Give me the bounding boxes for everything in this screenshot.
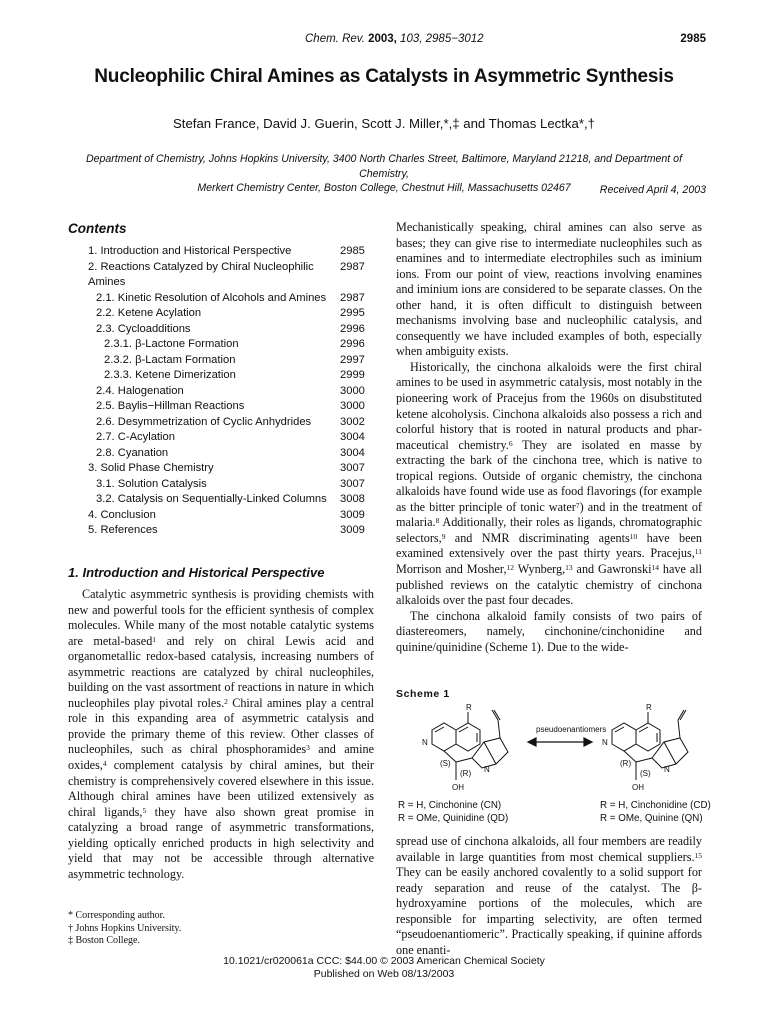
r-group-left: R bbox=[466, 703, 472, 712]
quinoline-n-left: N bbox=[422, 738, 428, 747]
section-heading: 1. Introduction and Historical Perspective bbox=[68, 565, 325, 580]
toc-entry bbox=[68, 353, 374, 369]
intro-paragraph: Catalytic asymmetric synthesis is providing chemists with new and powerful tools for the efficient synthesis of complex molecules. While many of the most notable catalytic systems are metal-based$^1$ and rely on chiral Lewis acid and organometallic redox-based catalysis, increasing numbers of asymmetric reactions are catalyzed by chiral nucleophiles, building on the vast assortment of reactions in nature in which nucleophiles play pivotal roles.$^2$ Chiral amines play a central role in this expanding area of asymmetric catalysis and provide the primary theme of this review. Other classes of nucleophiles, such as chiral phosphoramides$^3$ and amine oxides,$^4$ complement catalysis by chiral amines, but their chemistry is comprehensively covered elsewhere in this issue. Although chiral amines have been utilized extensively as chiral ligands,$^5$ they have also shown great promise in catalyzing a broad range of asymmetric transformations, yielding optically enriched products in high selectivity and yield that may not be accessible through alternative asymmetric technology. bbox=[68, 587, 374, 881]
table-of-contents bbox=[68, 244, 374, 539]
toc-entry-label: 3.2. Catalysis on Sequentially-Linked Columns bbox=[96, 493, 327, 505]
toc-entry bbox=[68, 523, 374, 539]
toc-entry-page: 3007 bbox=[340, 462, 365, 474]
toc-entry-label: 4. Conclusion bbox=[88, 508, 156, 521]
quinoline-n-right: N bbox=[602, 738, 608, 747]
stereo-r-right: (R) bbox=[620, 759, 632, 768]
toc-entry-label: 2.6. Desymmetrization of Cyclic Anhydrides bbox=[96, 415, 312, 428]
toc-entry-label: 2.2. Ketene Acylation bbox=[96, 307, 202, 319]
scheme-label: Scheme 1 bbox=[396, 688, 450, 700]
toc-entry-page: 3009 bbox=[340, 524, 365, 536]
toc-entry-label: 2.7. C-Acylation bbox=[96, 431, 175, 443]
toc-entry-label: 2.3.2. β-Lactam Formation bbox=[104, 353, 236, 366]
toc-entry-page: 3000 bbox=[340, 384, 365, 397]
toc-entry-label: 2.3. Cycloadditions bbox=[96, 322, 191, 335]
affiliations: Department of Chemistry, Johns Hopkins University, 3400 North Charles Street, Baltimore, Maryland 21218, and Department of Chemistry, Merkert Chemistry Center, Boston College, Chestnut Hill, Massachusetts 02467 bbox=[85, 153, 683, 194]
contents-heading: Contents bbox=[68, 221, 127, 236]
toc-entry-label: 2.1. Kinetic Resolution of Alcohols and Amines bbox=[96, 291, 327, 304]
toc-entry bbox=[68, 415, 374, 431]
toc-entry bbox=[68, 244, 374, 260]
toc-entry-page: 3004 bbox=[340, 431, 365, 443]
page-number: 2985 bbox=[680, 33, 706, 45]
toc-entry-page: 2995 bbox=[340, 307, 365, 319]
toc-entry bbox=[68, 368, 374, 384]
r-group-right: R bbox=[646, 703, 652, 712]
toc-entry bbox=[68, 337, 374, 353]
toc-entry bbox=[68, 260, 374, 291]
stereo-s-left: (S) bbox=[440, 759, 451, 768]
toc-entry-label: 3.1. Solution Catalysis bbox=[96, 477, 207, 490]
toc-entry-page: 3009 bbox=[340, 508, 365, 521]
toc-entry bbox=[68, 306, 374, 322]
toc-entry-page: 3002 bbox=[340, 415, 365, 428]
toc-entry bbox=[68, 461, 374, 477]
toc-entry-page: 2985 bbox=[340, 245, 365, 257]
toc-entry-page: 2999 bbox=[340, 369, 365, 381]
doi-footer: 10.1021/cr020061a CCC: $44.00 © 2003 American Chemical Society Published on Web 08/13/2003 bbox=[223, 955, 545, 980]
toc-entry-page: 3007 bbox=[340, 477, 365, 490]
toc-entry-label: 2.3.3. Ketene Dimerization bbox=[104, 369, 236, 381]
toc-entry-label: 1. Introduction and Historical Perspective bbox=[88, 245, 292, 257]
toc-entry-label: 2.5. Baylis−Hillman Reactions bbox=[96, 400, 245, 412]
cinchona-paragraph: spread use of cinchona alkaloids, all four members are readily available in large quantities from most chemical suppliers.$^{15}$ They can be easily anchored covalently to a solid support for ready separation and reuse of the catalyst. The β-hydroxyamine portions of the molecules, which are responsible for imparting selectivity, are often termed “pseudoenantiomeric”. Practically speaking, if quinine affords one enanti- bbox=[396, 834, 702, 957]
toc-entry bbox=[68, 291, 374, 307]
toc-entry-page: 2987 bbox=[340, 291, 365, 304]
toc-entry-label: 2.4. Halogenation bbox=[96, 384, 184, 397]
toc-entry bbox=[68, 399, 374, 415]
amine-n-left: N bbox=[484, 765, 490, 774]
toc-entry-label: 2. Reactions Catalyzed by Chiral Nucleophilic Amines bbox=[88, 260, 314, 288]
toc-entry bbox=[68, 384, 374, 400]
article-title: Nucleophilic Chiral Amines as Catalysts in Asymmetric Synthesis bbox=[94, 66, 674, 87]
toc-entry-page: 2996 bbox=[340, 338, 365, 350]
arrow-label: pseudoenantiomers bbox=[536, 725, 607, 734]
hydroxyl-right: OH bbox=[632, 783, 644, 792]
stereo-s-right: (S) bbox=[640, 769, 651, 778]
toc-entry bbox=[68, 430, 374, 446]
toc-entry bbox=[68, 322, 374, 338]
toc-entry bbox=[68, 446, 374, 462]
journal-citation: Chem. Rev. 2003, 103, 2985−3012 bbox=[305, 33, 484, 45]
pseudoenantiomer-arrow bbox=[528, 738, 592, 746]
hydroxyl-left: OH bbox=[452, 783, 464, 792]
received-date: Received April 4, 2003 bbox=[599, 184, 706, 196]
toc-entry-label: 2.3.1. β-Lactone Formation bbox=[104, 338, 239, 350]
stereo-r-left: (R) bbox=[460, 769, 472, 778]
toc-entry bbox=[68, 508, 374, 524]
scheme-caption-right: R = H, Cinchonidine (CD) R = OMe, Quinine (QN) bbox=[600, 800, 711, 824]
footnotes: * Corresponding author. † Johns Hopkins University. ‡ Boston College. bbox=[68, 910, 182, 946]
toc-entry-page: 2987 bbox=[340, 260, 365, 273]
mechanism-paragraphs: Mechanistically speaking, chiral amines can also serve as bases; they can give rise to intermediate nucleophiles such as enamines and to intermediate electrophiles such as iminium ions. From our point of view, reactions involving enamines and iminium ions are considered to be separate classes. On the other hand, it is often difficult to distinguish between mechanisms involving base and nucleophilic catalysis, and consequently we have included examples of both, especially when ambiguity exists. Historically, the cinchona alkaloids were the first chiral amines to be used in asymmetric catalysis, most notably in the pioneering work of Pracejus from the 1960s on disubstituted ketene alcoholysis. Cinchona alkaloids also possess a rich and colorful history that is rooted in natural products and pharmaceutical chemistry.$^6$ They are isolated en masse by extracting the bark of the cinchona tree, which is native to tropical regions. Outside of organic chemistry, the cinchona alkaloids have found wide use as food flavorings (for example as the bitter principle of tonic water$^7$) and in the treatment of malaria.$^8$ Additionally, their roles as ligands, chromatographic selectors,$^9$ and NMR discriminating agents$^{10}$ have been examined extensively over the past thirty years. Pracejus,$^{11}$ Morrison and Mosher,$^{12}$ Wynberg,$^{13}$ and Gawronski$^{14}$ have all published reviews on the catalytic chemistry of cinchona alkaloids over the past four decades. The cinchona alkaloid family consists of two pairs of diastereomers, namely, cinchonine/cinchonidine and quinine/quinidine (Scheme 1). Due to the wide- bbox=[396, 220, 703, 654]
toc-entry-page: 3000 bbox=[340, 400, 365, 412]
toc-entry-page: 2996 bbox=[340, 322, 365, 335]
toc-entry bbox=[68, 492, 374, 508]
amine-n-right: N bbox=[664, 765, 670, 774]
toc-entry-page: 3008 bbox=[340, 493, 365, 505]
toc-entry bbox=[68, 477, 374, 493]
scheme-1-structures bbox=[396, 702, 716, 802]
toc-entry-page: 3004 bbox=[340, 446, 365, 459]
toc-entry-label: 3. Solid Phase Chemistry bbox=[88, 462, 214, 474]
toc-entry-page: 2997 bbox=[340, 353, 365, 366]
author-list: Stefan France, David J. Guerin, Scott J. Miller,*,‡ and Thomas Lectka*,† bbox=[173, 116, 595, 131]
scheme-caption-left: R = H, Cinchonine (CN) R = OMe, Quinidine (QD) bbox=[398, 800, 509, 824]
toc-entry-label: 2.8. Cyanation bbox=[96, 446, 169, 459]
toc-entry-label: 5. References bbox=[88, 524, 158, 536]
